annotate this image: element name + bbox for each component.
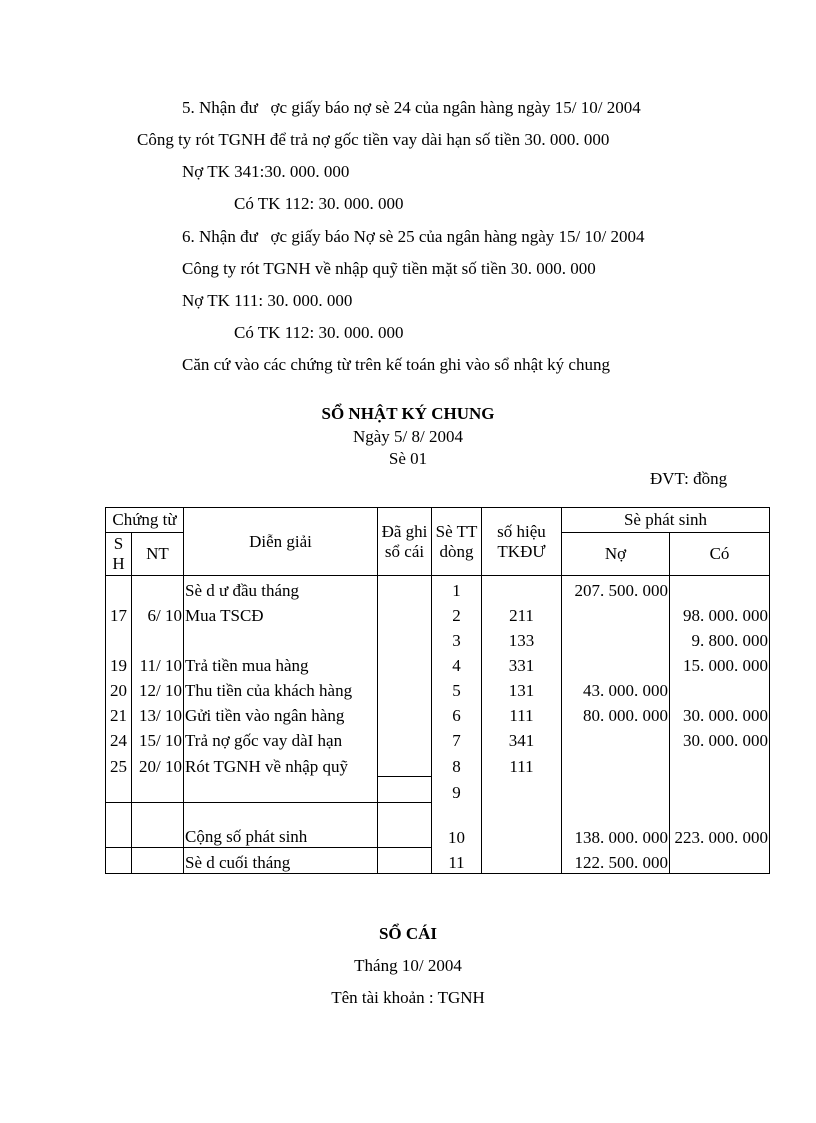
item5-line1: 5. Nhận đư ợc giấy báo nợ sè 24 của ngân hàng ngày 15/ 10/ 2004	[182, 98, 641, 117]
cell-nt	[132, 848, 184, 874]
cell-line-no: 4	[432, 651, 482, 676]
cell-credit	[670, 777, 770, 803]
cell-credit	[670, 676, 770, 701]
cell-posted	[378, 701, 432, 726]
item5-credit: Có TK 112: 30. 000. 000	[234, 194, 404, 213]
table-row	[106, 751, 770, 777]
cell-debit: 43. 000. 000	[562, 676, 670, 701]
item6-debit: Nợ TK 111: 30. 000. 000	[182, 291, 353, 310]
header-debit: Nợ	[562, 533, 670, 576]
cell-account: 211	[482, 601, 562, 626]
cell-description	[184, 626, 378, 651]
cell-description: Sè d ư đầu tháng	[184, 576, 378, 602]
cell-account: 133	[482, 626, 562, 651]
cell-posted	[378, 848, 432, 874]
table-row	[106, 601, 770, 626]
cell-debit	[562, 777, 670, 803]
closing-description: Sè d cuối tháng	[184, 848, 378, 874]
journal-number: Sè 01	[388, 449, 428, 468]
table-row	[106, 626, 770, 651]
cell-posted	[378, 626, 432, 651]
cell-account	[482, 803, 562, 848]
cell-nt	[132, 803, 184, 848]
item6-credit: Có TK 112: 30. 000. 000	[234, 323, 404, 342]
cell-credit: 30. 000. 000	[670, 726, 770, 751]
cell-credit: 30. 000. 000	[670, 701, 770, 726]
header-description: Diễn giải	[184, 508, 378, 576]
cell-description: Gửi tiền vào ngân hàng	[184, 701, 378, 726]
table-row	[106, 701, 770, 726]
closing-row	[106, 848, 770, 874]
cell-line-no: 2	[432, 601, 482, 626]
total-debit: 138. 000. 000	[562, 803, 670, 848]
total-credit: 223. 000. 000	[670, 803, 770, 848]
item5-line2: Công ty rót TGNH để trả nợ gốc tiền vay dài hạn số tiền 30. 000. 000	[137, 130, 610, 149]
cell-credit: 98. 000. 000	[670, 601, 770, 626]
cell-description: Thu tiền của khách hàng	[184, 676, 378, 701]
header-line-no: Sè TT dòng	[432, 508, 482, 576]
cell-nt: 11/ 10	[132, 651, 184, 676]
cell-line-no: 7	[432, 726, 482, 751]
cell-account	[482, 576, 562, 602]
cell-nt: 13/ 10	[132, 701, 184, 726]
header-posted: Đã ghi sổ cái	[378, 508, 432, 576]
cell-line-no: 3	[432, 626, 482, 651]
cell-nt: 20/ 10	[132, 751, 184, 777]
header-row-1	[106, 508, 770, 533]
table-row	[106, 651, 770, 676]
cell-sh	[106, 576, 132, 602]
header-credit: Có	[670, 533, 770, 576]
cell-line-no: 5	[432, 676, 482, 701]
cell-posted	[378, 803, 432, 848]
cell-sh: 17	[106, 601, 132, 626]
cell-posted	[378, 777, 432, 803]
cell-sh	[106, 803, 132, 848]
cell-account: 131	[482, 676, 562, 701]
cell-description: Trả nợ gốc vay dàI hạn	[184, 726, 378, 751]
cell-debit	[562, 651, 670, 676]
conclusion-text: Căn cứ vào các chứng từ trên kế toán ghi vào sổ nhật ký chung	[182, 355, 610, 374]
ledger-title: SỔ CÁI	[378, 924, 438, 943]
closing-line-no: 11	[432, 848, 482, 874]
cell-description: Mua TSCĐ	[184, 601, 378, 626]
cell-posted	[378, 651, 432, 676]
cell-account: 341	[482, 726, 562, 751]
cell-nt: 6/ 10	[132, 601, 184, 626]
cell-line-no: 8	[432, 751, 482, 777]
cell-nt	[132, 626, 184, 651]
cell-line-no: 1	[432, 576, 482, 602]
cell-sh: 20	[106, 676, 132, 701]
cell-sh	[106, 777, 132, 803]
cell-nt	[132, 576, 184, 602]
cell-nt: 15/ 10	[132, 726, 184, 751]
cell-sh	[106, 848, 132, 874]
journal-title: SỔ NHẬT KÝ CHUNG	[321, 404, 495, 423]
cell-posted	[378, 676, 432, 701]
cell-debit	[562, 601, 670, 626]
cell-posted	[378, 601, 432, 626]
cell-description: Rót TGNH về nhập quỹ	[184, 751, 378, 777]
cell-posted	[378, 726, 432, 751]
journal-table	[105, 507, 770, 874]
cell-account: 331	[482, 651, 562, 676]
table-row	[106, 726, 770, 751]
cell-credit	[670, 848, 770, 874]
header-amount: Sè phát sinh	[562, 508, 770, 533]
header-account: số hiệu TKĐƯ	[482, 508, 562, 576]
ledger-month: Tháng 10/ 2004	[354, 956, 462, 975]
cell-debit	[562, 751, 670, 777]
cell-account: 111	[482, 701, 562, 726]
cell-credit	[670, 751, 770, 777]
cell-sh: 19	[106, 651, 132, 676]
journal-date: Ngày 5/ 8/ 2004	[352, 427, 464, 446]
cell-description: Trả tiền mua hàng	[184, 651, 378, 676]
cell-nt	[132, 777, 184, 803]
cell-line-no: 9	[432, 777, 482, 803]
item5-debit: Nợ TK 341:30. 000. 000	[182, 162, 350, 181]
cell-credit	[670, 576, 770, 602]
table-row	[106, 777, 770, 803]
total-line-no: 10	[432, 803, 482, 848]
table-row	[106, 576, 770, 602]
total-row	[106, 803, 770, 848]
cell-debit: 207. 500. 000	[562, 576, 670, 602]
closing-debit: 122. 500. 000	[562, 848, 670, 874]
cell-debit: 80. 000. 000	[562, 701, 670, 726]
cell-sh: 24	[106, 726, 132, 751]
item6-line1: 6. Nhận đư ợc giấy báo Nợ sè 25 của ngân hàng ngày 15/ 10/ 2004	[182, 227, 645, 246]
table-row	[106, 676, 770, 701]
total-description: Cộng số phát sinh	[184, 803, 378, 848]
cell-sh: 25	[106, 751, 132, 777]
header-voucher: Chứng từ	[106, 508, 184, 533]
cell-posted	[378, 576, 432, 602]
cell-description	[184, 777, 378, 803]
journal-unit: ĐVT: đồng	[650, 469, 728, 488]
cell-sh	[106, 626, 132, 651]
item6-line2: Công ty rót TGNH về nhập quỹ tiền mặt số tiền 30. 000. 000	[182, 259, 596, 278]
ledger-account: Tên tài khoản : TGNH	[331, 988, 485, 1007]
cell-posted	[378, 751, 432, 777]
cell-credit: 9. 800. 000	[670, 626, 770, 651]
cell-credit: 15. 000. 000	[670, 651, 770, 676]
header-nt: NT	[132, 533, 184, 576]
cell-account	[482, 777, 562, 803]
cell-line-no: 6	[432, 701, 482, 726]
cell-debit	[562, 626, 670, 651]
cell-debit	[562, 726, 670, 751]
cell-account	[482, 848, 562, 874]
header-sh: S H	[106, 533, 132, 576]
cell-account: 111	[482, 751, 562, 777]
cell-sh: 21	[106, 701, 132, 726]
cell-nt: 12/ 10	[132, 676, 184, 701]
